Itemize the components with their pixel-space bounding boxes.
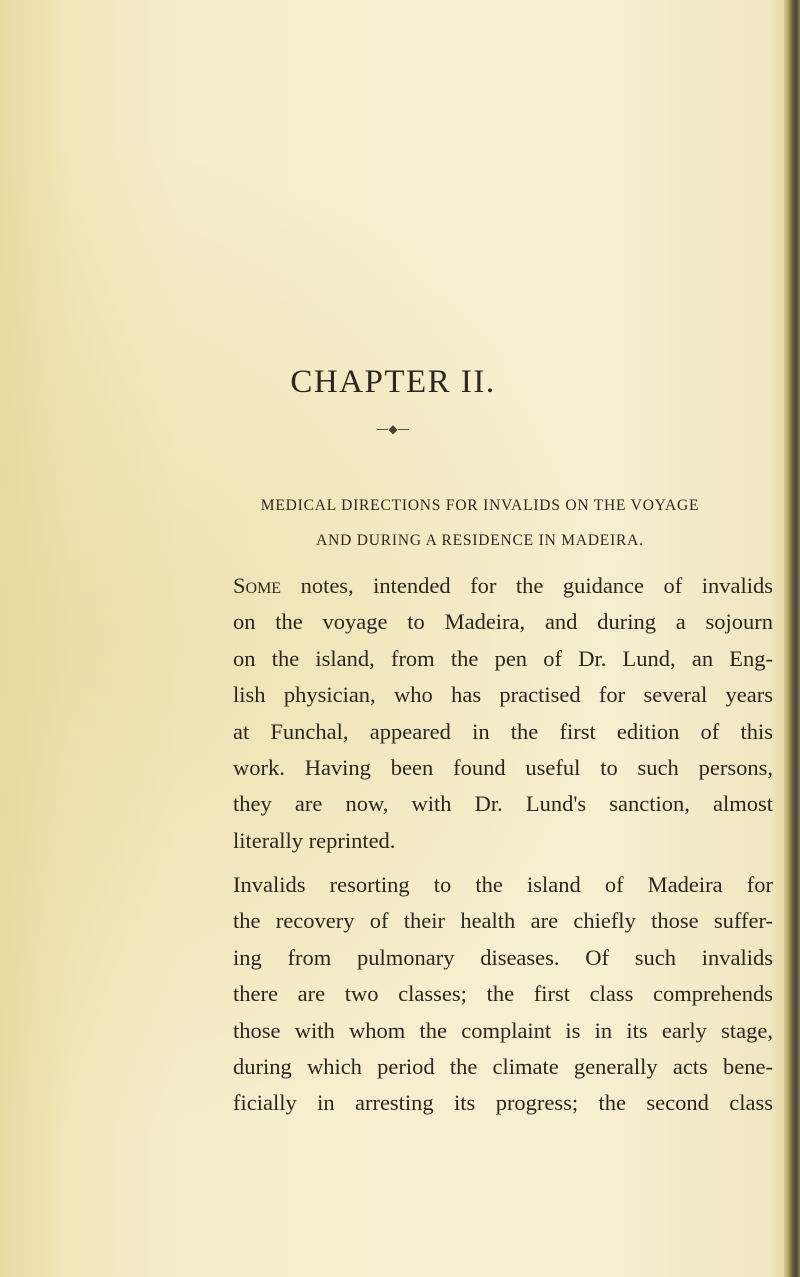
section-heading-line-1: MEDICAL DIRECTIONS FOR INVALIDS ON THE VOYAGE bbox=[260, 497, 700, 514]
paragraph-2 bbox=[233, 867, 773, 1122]
paragraph-line: on the island, from the pen of Dr. Lund, an Eng- bbox=[233, 645, 773, 671]
paragraph-line: work. Having been found useful to such persons, bbox=[233, 755, 773, 781]
section-heading-line-2: AND DURING A RESIDENCE IN MADEIRA. bbox=[316, 532, 644, 549]
chapter-title: CHAPTER II. bbox=[290, 364, 496, 400]
paragraph-line: Invalids resorting to the island of Madeira for bbox=[233, 872, 773, 897]
paragraph-line: at Funchal, appeared in the first edition of this bbox=[233, 718, 773, 744]
paragraph-line: the recovery of their health are chiefly those suffer- bbox=[233, 908, 773, 934]
paragraph-line: ficially in arresting its progress; the second class bbox=[233, 1090, 773, 1116]
paragraph-line bbox=[233, 568, 773, 604]
paragraph-line: on the voyage to Madeira, and during a sojourn bbox=[233, 609, 773, 635]
paragraph-line: those with whom the complaint is in its early stage, bbox=[233, 1017, 773, 1043]
paragraph-lead: Some bbox=[233, 573, 282, 598]
paragraph-line: literally reprinted. bbox=[233, 827, 396, 853]
section-heading bbox=[180, 488, 780, 558]
paragraph-line: during which period the climate generally acts bene- bbox=[233, 1054, 773, 1080]
page-edge bbox=[784, 0, 800, 1277]
paragraph-line: ing from pulmonary diseases. Of such invalids bbox=[233, 944, 773, 970]
paragraph-line: there are two classes; the first class comprehends bbox=[233, 981, 773, 1007]
paragraph-line: they are now, with Dr. Lund's sanction, almost bbox=[233, 791, 773, 817]
chapter-ornament: —◆— bbox=[376, 422, 410, 436]
paragraph-line: lish physician, who has practised for several years bbox=[233, 682, 773, 708]
paragraph-1 bbox=[233, 568, 773, 859]
paragraph-line-text: notes, intended for the guidance of invalids bbox=[281, 573, 773, 598]
